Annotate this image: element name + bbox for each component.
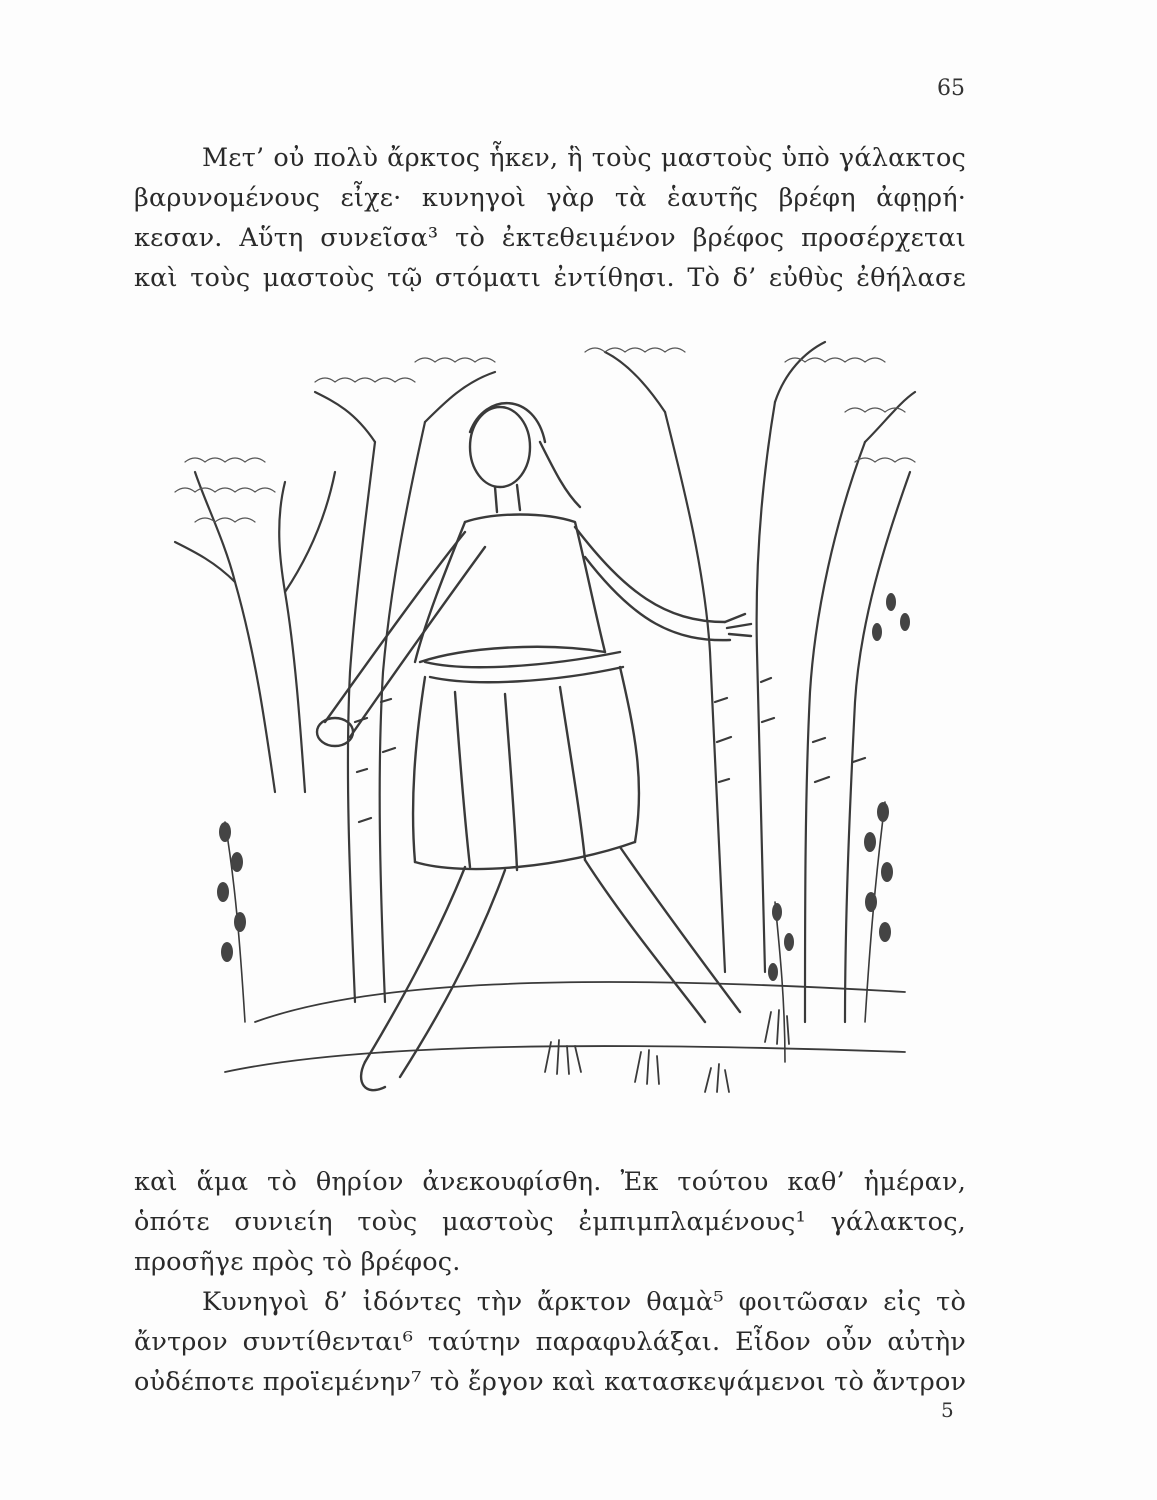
woodcut-figure-in-forest-icon: [165, 322, 925, 1122]
text-line: κεσαν. Αὕτη συνεῖσα³ τὸ ἐκτεθειμένον βρέφος προσέρχεται: [134, 223, 966, 253]
text-line: προσῆγε πρὸς τὸ βρέφος.: [134, 1247, 461, 1277]
page-number: 65: [937, 76, 965, 101]
text-line: ἄντρον συντίθενται⁶ ταύτην παραφυλάξαι. Εἶδον οὖν αὐτὴν: [134, 1327, 966, 1357]
text-line: Μετ’ οὐ πολὺ ἄρκτος ἧκεν, ἣ τοὺς μαστοὺς ὑπὸ γάλακτος: [202, 143, 966, 173]
text-line: βαρυνομένους εἶχε· κυνηγοὶ γὰρ τὰ ἑαυτῆς βρέφη ἀφῃρή·: [134, 183, 966, 213]
text-line: Κυνηγοὶ δ’ ἰδόντες τὴν ἄρκτον θαμὰ⁵ φοιτῶσαν εἰς τὸ: [202, 1287, 966, 1317]
text-line: καὶ τοὺς μαστοὺς τῷ στόματι ἐντίθησι. Τὸ δ’ εὐθὺς ἐθήλασε: [134, 263, 966, 293]
signature-mark: 5: [941, 1398, 954, 1422]
paragraph-opening: [134, 138, 966, 298]
illustration-woodcut: [165, 322, 925, 1122]
paragraph-continuation: [134, 1162, 966, 1282]
text-line: οὐδέποτε προϊεμένην⁷ τὸ ἔργον καὶ κατασκεψάμενοι τὸ ἄντρον: [134, 1367, 967, 1397]
paragraph-hunters: [134, 1282, 966, 1402]
text-line: ὁπότε συνιείη τοὺς μαστοὺς ἐμπιμπλαμένους¹ γάλακτος,: [134, 1207, 966, 1237]
text-line: καὶ ἅμα τὸ θηρίον ἀνεκουφίσθη. Ἐκ τούτου καθ’ ἡμέραν,: [134, 1167, 966, 1197]
